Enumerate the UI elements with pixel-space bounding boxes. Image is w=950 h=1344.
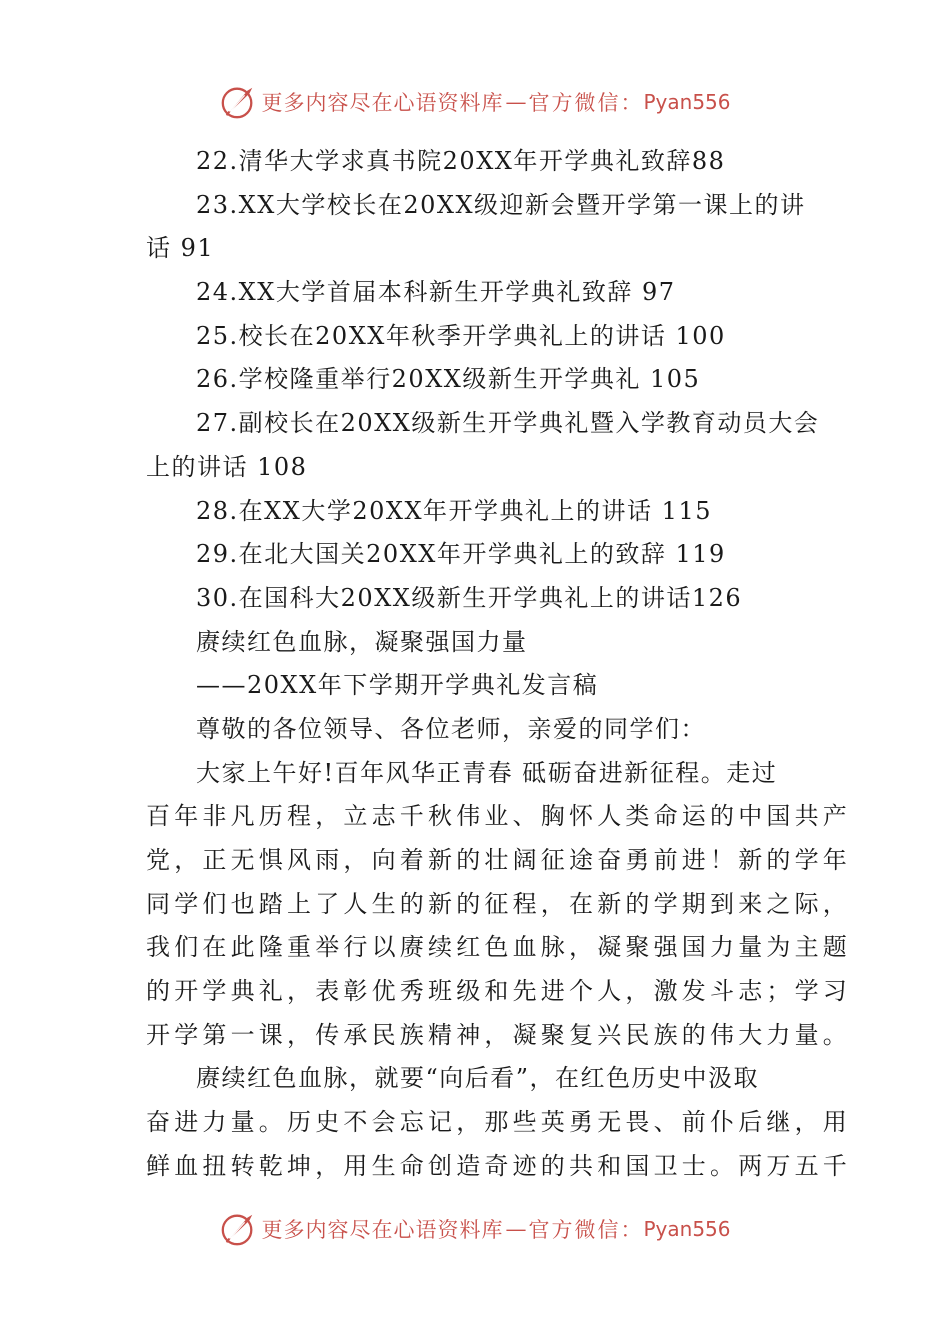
body-line: 百年非凡历程，立志千秋伟业、胸怀人类命运的中国共产 <box>146 802 851 831</box>
salutation: 尊敬的各位领导、各位老师，亲爱的同学们： <box>196 714 706 743</box>
toc-line: 29.在北大国关20XX年开学典礼上的致辞 119 <box>196 540 726 569</box>
body-line: 赓续红色血脉，就要“向后看”，在红色历史中汲取 <box>196 1064 760 1093</box>
quill-logo-icon <box>219 1210 257 1248</box>
toc-line: 26.学校隆重举行20XX级新生开学典礼 105 <box>196 365 701 394</box>
toc-line: 30.在国科大20XX级新生开学典礼上的讲话126 <box>196 583 743 612</box>
banner-main-text: 更多内容尽在心语资料库 <box>261 91 504 115</box>
body-line: 党，正无惧风雨，向着新的壮阔征途奋勇前进！新的学年 <box>146 846 851 874</box>
banner-wechat-id: Pyan556 <box>643 90 731 114</box>
toc-line: 话 91 <box>146 234 215 263</box>
toc-line: 上的讲话 108 <box>146 452 308 481</box>
speech-title: 赓续红色血脉，凝聚强国力量 <box>196 627 528 656</box>
banner-wechat-label: 官方微信： <box>528 1218 644 1242</box>
footer-banner <box>0 1207 950 1251</box>
body-line: 奋进力量。历史不会忘记，那些英勇无畏、前仆后继，用 <box>146 1108 851 1137</box>
banner-dash: — <box>505 90 527 114</box>
quill-logo-icon <box>219 83 257 121</box>
body-line: 我们在此隆重举行以赓续红色血脉，凝聚强国力量为主题 <box>146 933 851 962</box>
body-line: 大家上午好!百年风华正青春 砥砺奋进新征程。走过 <box>196 758 778 787</box>
document-body <box>146 140 851 1189</box>
toc-line: 27.副校长在20XX级新生开学典礼暨入学教育动员大会 <box>196 409 820 438</box>
banner-wechat-id: Pyan556 <box>643 1217 731 1241</box>
body-line: 同学们也踏上了人生的新的征程，在新的学期到来之际， <box>146 889 851 918</box>
body-line: 的开学典礼，表彰优秀班级和先进个人，激发斗志；学习 <box>146 977 851 1006</box>
body-line: 开学第一课，传承民族精神，凝聚复兴民族的伟大力量。 <box>146 1020 851 1049</box>
toc-line: 28.在XX大学20XX年开学典礼上的讲话 115 <box>196 496 712 525</box>
toc-line: 22.清华大学求真书院20XX年开学典礼致辞88 <box>196 147 726 175</box>
toc-line: 23.XX大学校长在20XX级迎新会暨开学第一课上的讲 <box>196 190 806 219</box>
speech-subtitle: ——20XX年下学期开学典礼发言稿 <box>196 671 599 700</box>
header-banner <box>0 80 950 124</box>
banner-wechat-label: 官方微信： <box>528 91 644 115</box>
toc-line: 25.校长在20XX年秋季开学典礼上的讲话 100 <box>196 321 726 350</box>
toc-line: 24.XX大学首届本科新生开学典礼致辞 97 <box>196 278 676 307</box>
banner-dash: — <box>505 1217 527 1241</box>
banner-main-text: 更多内容尽在心语资料库 <box>261 1218 504 1242</box>
body-line: 鲜血扭转乾坤，用生命创造奇迹的共和国卫士。两万五千 <box>146 1151 851 1180</box>
